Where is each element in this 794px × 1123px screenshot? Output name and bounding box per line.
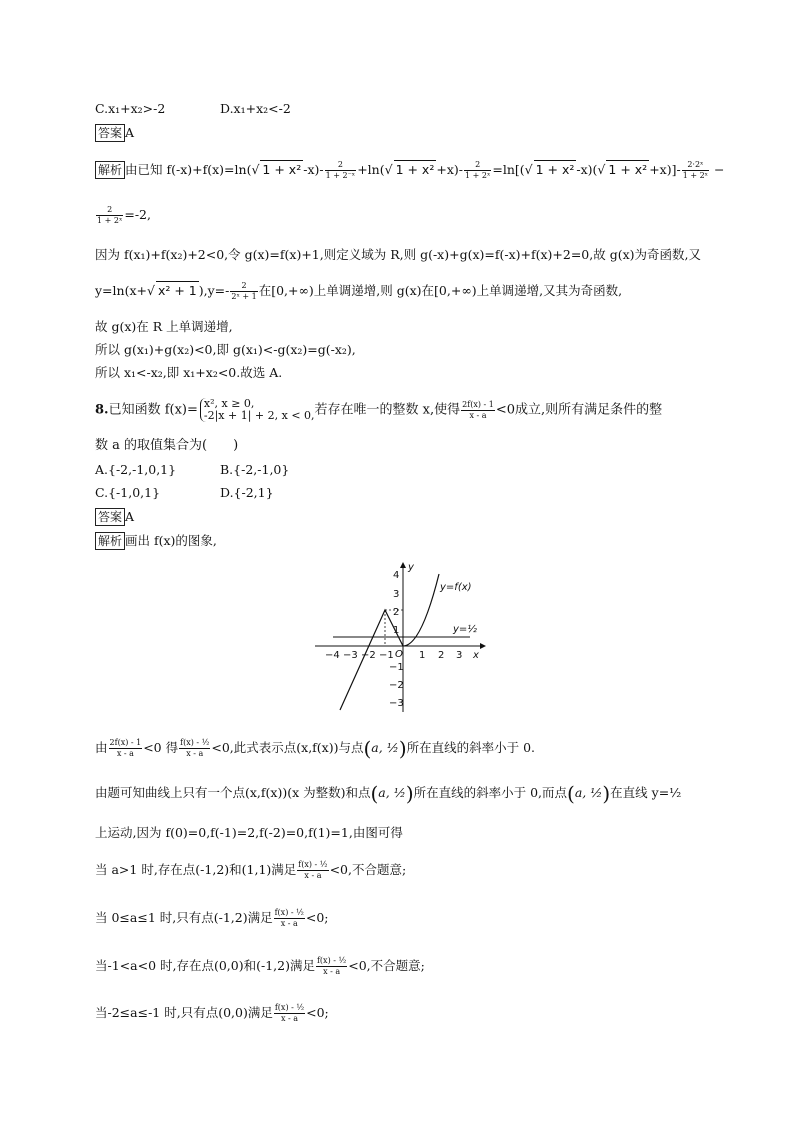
- analysis-line-1: [95, 160, 725, 181]
- analysis-line-6: 所以 g(x₁)+g(x₂)<0,即 g(x₁)<-g(x₂)=g(-x₂),: [95, 342, 356, 357]
- point: a, ½: [574, 785, 603, 800]
- text: =ln[(: [492, 162, 525, 177]
- fraction: $\frac{\text{2·2ˣ}}{\text{1 + 2ˣ}}$: [682, 160, 709, 180]
- sqrt-body: 1 + x²: [608, 162, 648, 177]
- sqrt-body: 1 + x²: [262, 162, 302, 177]
- text: =-2,: [124, 207, 151, 222]
- fraction: $\frac{\text{f(x) - ½}}{x - a}$: [180, 738, 210, 758]
- case-3: [95, 956, 425, 977]
- fraction: $\frac{2}{\text{1 + 2⁻ˣ}}$: [325, 160, 356, 180]
- text: 在[0,+∞)上单调递增,则 g(x)在[0,+∞)上单调递增,又其为奇函数,: [258, 283, 623, 298]
- text: -x)(: [576, 162, 598, 177]
- text: y=ln(x+: [95, 283, 147, 298]
- y-tick: −3: [389, 698, 404, 709]
- answer-value: A: [125, 509, 135, 524]
- analysis-tag: 解析: [95, 161, 125, 179]
- fraction: $\frac{\text{f(x) - ½}}{x - a}$: [316, 956, 347, 976]
- derivation-line-1: 由 $\frac{2f(x) - 1}{x - a}$ <0 得 $\frac{\text{f(x) - ½}}{x - a}$ <0,此式表示点(x,f(x))与点(a, ½)所在直线的斜率小于 0.: [95, 736, 536, 761]
- fraction: $\frac{2f(x) - 1}{x - a}$: [109, 738, 142, 758]
- text: <0,不合题意;: [329, 862, 407, 877]
- option-a: A.{-2,-1,0,1}: [95, 462, 177, 477]
- text: −: [710, 162, 725, 177]
- text: 若存在唯一的整数 x,使得: [314, 402, 461, 418]
- case-2: [95, 908, 329, 929]
- answer-value: A: [125, 125, 135, 140]
- piecewise: x², x ≥ 0, -2|x + 1| + 2, x < 0,: [200, 398, 315, 422]
- text: <0 得: [143, 740, 179, 755]
- y-axis-arrow-icon: [400, 562, 406, 568]
- text: +ln(: [357, 162, 385, 177]
- analysis-row-q8: [95, 532, 217, 550]
- answer-tag: 答案: [95, 508, 125, 526]
- text: 当 a>1 时,存在点(-1,2)和(1,1)满足: [95, 862, 297, 877]
- analysis-line-2: [95, 205, 151, 226]
- text: <0,此式表示点(x,f(x))与点: [211, 740, 364, 755]
- y-tick: 2: [393, 607, 400, 618]
- origin-label: O: [395, 649, 403, 660]
- derivation-line-2: 由题可知曲线上只有一个点(x,f(x))(x 为整数)和点(a, ½)所在直线的斜率小于 0,而点(a, ½)在直线 y=½: [95, 781, 682, 806]
- function-graph: [315, 560, 495, 715]
- text: 当 0≤a≤1 时,只有点(-1,2)满足: [95, 910, 273, 925]
- y-tick: −1: [389, 662, 404, 673]
- y-tick: 3: [393, 589, 400, 600]
- sqrt-body: x² + 1: [157, 283, 197, 298]
- sqrt-sign: √: [384, 162, 393, 177]
- fraction: $\frac{\text{f(x) - ½}}{x - a}$: [298, 860, 328, 880]
- analysis-line-3: 因为 f(x₁)+f(x₂)+2<0,令 g(x)=f(x)+1,则定义域为 R,则 g(-x)+g(x)=f(-x)+f(x)+2=0,故 g(x)为奇函数,又: [95, 247, 701, 262]
- sqrt-body: 1 + x²: [395, 162, 435, 177]
- y-tick: 4: [393, 570, 400, 581]
- text: <0;: [306, 1005, 329, 1020]
- fraction: $\frac{2f(x) - 1}{x - a}$: [462, 399, 494, 420]
- text: 由题可知曲线上只有一个点(x,f(x))(x 为整数)和点: [95, 785, 371, 800]
- point: a, ½: [378, 785, 406, 800]
- sqrt-sign: √: [597, 162, 606, 177]
- option-c-q8: C.{-1,0,1}: [95, 485, 161, 500]
- x-axis-arrow-icon: [480, 643, 486, 649]
- derivation-line-3: 上运动,因为 f(0)=0,f(-1)=2,f(-2)=0,f(1)=1,由图可得: [95, 825, 403, 840]
- text: -x)-: [303, 162, 324, 177]
- text: 由: [95, 740, 108, 755]
- analysis-line-4: [95, 281, 622, 302]
- x-tick: 1: [419, 650, 426, 661]
- text: 由已知 f(-x)+f(x)=ln(: [125, 162, 252, 177]
- fraction: $\frac{2}{\text{1 + 2ˣ}}$: [97, 205, 123, 225]
- text: 所在直线的斜率小于 0.: [406, 740, 536, 755]
- question-8-stem-2: 数 a 的取值集合为( ): [95, 438, 239, 453]
- case-1: [95, 860, 406, 881]
- case-4: [95, 1003, 329, 1024]
- point: a, ½: [371, 740, 399, 755]
- y-tick: −2: [389, 680, 404, 691]
- text: <0;: [305, 910, 329, 925]
- question-8-stem: [95, 398, 662, 422]
- option-b: B.{-2,-1,0}: [220, 462, 290, 477]
- question-number: 8.: [95, 402, 109, 418]
- sqrt-sign: √: [251, 162, 260, 177]
- x-tick: −3: [343, 650, 358, 661]
- y-axis-label: y: [408, 562, 414, 573]
- text: ),y=-: [198, 283, 230, 298]
- x-tick: −1: [379, 650, 394, 661]
- text: <0成立,则所有满足条件的整: [495, 402, 663, 418]
- answer-row-q7: [95, 124, 134, 142]
- analysis-tag: 解析: [95, 532, 125, 550]
- text: 所在直线的斜率小于 0,而点: [413, 785, 568, 800]
- option-c: C.x₁+x₂>-2: [95, 101, 166, 116]
- sqrt-sign: √: [524, 162, 533, 177]
- text: 画出 f(x)的图象,: [125, 533, 217, 548]
- text: +x)-: [436, 162, 463, 177]
- fraction: $\frac{\text{f(x) - ½}}{x - a}$: [274, 1003, 305, 1023]
- option-d-q8: D.{-2,1}: [220, 485, 274, 500]
- text: <0,不合题意;: [348, 958, 425, 973]
- curve-parabola: [403, 574, 439, 646]
- text: 在直线 y=½: [610, 785, 682, 800]
- fraction: $\frac{\text{f(x) - ½}}{x - a}$: [274, 908, 304, 928]
- fraction: $\frac{2}{\text{2ˣ + 1}}$: [231, 281, 257, 301]
- x-tick: 3: [456, 650, 463, 661]
- x-tick: 2: [438, 650, 445, 661]
- y-tick: 1: [393, 625, 400, 636]
- answer-tag: 答案: [95, 124, 125, 142]
- text: +x)]-: [649, 162, 681, 177]
- text: 当-2≤a≤-1 时,只有点(0,0)满足: [95, 1005, 273, 1020]
- fraction: $\frac{2}{\text{1 + 2ˣ}}$: [464, 160, 491, 180]
- x-axis-label: x: [473, 650, 479, 661]
- sqrt-body: 1 + x²: [535, 162, 575, 177]
- text: 已知函数 f(x)=: [108, 402, 198, 418]
- sqrt-sign: √: [146, 283, 155, 298]
- line-label: y=½: [453, 624, 477, 635]
- analysis-line-5: 故 g(x)在 R 上单调递增,: [95, 319, 233, 334]
- text: 当-1<a<0 时,存在点(0,0)和(-1,2)满足: [95, 958, 315, 973]
- x-tick: −2: [361, 650, 376, 661]
- option-d: D.x₁+x₂<-2: [220, 101, 291, 116]
- x-tick: −4: [325, 650, 340, 661]
- curve-label: y=f(x): [440, 582, 472, 593]
- answer-row-q8: [95, 508, 134, 526]
- analysis-line-7: 所以 x₁<-x₂,即 x₁+x₂<0.故选 A.: [95, 365, 283, 380]
